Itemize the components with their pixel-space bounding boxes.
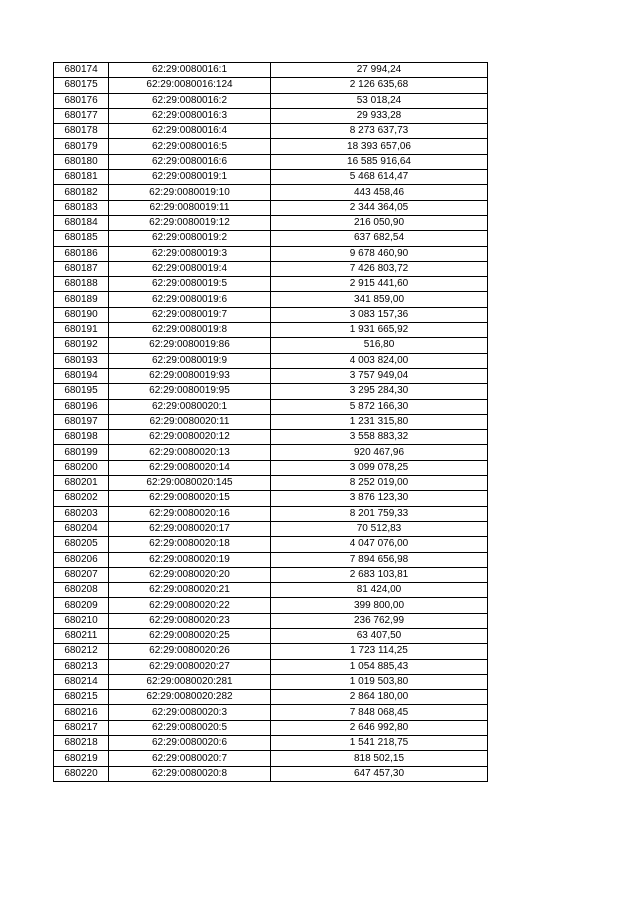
cadastral-number-cell: 62:29:0080016:5 [109,139,271,154]
cadastral-number-cell: 62:29:0080020:17 [109,521,271,536]
table-row [54,185,488,200]
row-number-cell: 680184 [54,215,109,230]
row-number-cell: 680181 [54,170,109,185]
table-row [54,277,488,292]
cadastral-value-cell: 2 683 103,81 [271,567,488,582]
cadastral-value-cell: 818 502,15 [271,751,488,766]
cadastral-value-cell: 53 018,24 [271,93,488,108]
cadastral-number-cell: 62:29:0080019:12 [109,215,271,230]
cadastral-number-cell: 62:29:0080019:7 [109,307,271,322]
row-number-cell: 680195 [54,384,109,399]
row-number-cell: 680198 [54,430,109,445]
cadastral-value-cell: 1 541 218,75 [271,736,488,751]
row-number-cell: 680210 [54,613,109,628]
row-number-cell: 680218 [54,736,109,751]
row-number-cell: 680205 [54,537,109,552]
table-row [54,567,488,582]
cadastral-value-cell: 7 894 656,98 [271,552,488,567]
cadastral-number-cell: 62:29:0080020:23 [109,613,271,628]
cadastral-number-cell: 62:29:0080020:15 [109,491,271,506]
cadastral-value-cell: 1 054 885,43 [271,659,488,674]
table-row [54,705,488,720]
cadastral-value-cell: 443 458,46 [271,185,488,200]
cadastral-number-cell: 62:29:0080016:2 [109,93,271,108]
cadastral-number-cell: 62:29:0080016:4 [109,124,271,139]
table-row [54,323,488,338]
cadastral-number-cell: 62:29:0080020:6 [109,736,271,751]
cadastral-value-cell: 29 933,28 [271,108,488,123]
row-number-cell: 680179 [54,139,109,154]
cadastral-number-cell: 62:29:0080019:5 [109,277,271,292]
cadastral-value-cell: 341 859,00 [271,292,488,307]
table-row [54,644,488,659]
table-row [54,659,488,674]
cadastral-value-cell: 516,80 [271,338,488,353]
cadastral-number-cell: 62:29:0080020:282 [109,690,271,705]
row-number-cell: 680182 [54,185,109,200]
cadastral-value-cell: 8 201 759,33 [271,506,488,521]
table-row [54,506,488,521]
cadastral-value-cell: 5 468 614,47 [271,170,488,185]
row-number-cell: 680206 [54,552,109,567]
cadastral-value-cell: 3 099 078,25 [271,460,488,475]
cadastral-number-cell: 62:29:0080020:11 [109,414,271,429]
table-row [54,261,488,276]
table-row [54,215,488,230]
row-number-cell: 680208 [54,583,109,598]
cadastral-number-cell: 62:29:0080019:10 [109,185,271,200]
row-number-cell: 680211 [54,628,109,643]
table-row [54,491,488,506]
table-row [54,414,488,429]
row-number-cell: 680188 [54,277,109,292]
cadastral-value-cell: 3 083 157,36 [271,307,488,322]
row-number-cell: 680207 [54,567,109,582]
cadastral-number-cell: 62:29:0080019:1 [109,170,271,185]
cadastral-value-cell: 27 994,24 [271,63,488,78]
cadastral-number-cell: 62:29:0080019:95 [109,384,271,399]
cadastral-value-cell: 3 757 949,04 [271,368,488,383]
row-number-cell: 680186 [54,246,109,261]
row-number-cell: 680191 [54,323,109,338]
table-row [54,170,488,185]
table-row [54,751,488,766]
row-number-cell: 680194 [54,368,109,383]
cadastral-number-cell: 62:29:0080019:6 [109,292,271,307]
cadastral-value-cell: 16 585 916,64 [271,154,488,169]
row-number-cell: 680197 [54,414,109,429]
row-number-cell: 680177 [54,108,109,123]
table-row [54,766,488,781]
row-number-cell: 680217 [54,720,109,735]
cadastral-value-cell: 3 558 883,32 [271,430,488,445]
cadastral-value-cell: 2 864 180,00 [271,690,488,705]
row-number-cell: 680180 [54,154,109,169]
table-row [54,78,488,93]
cadastral-number-cell: 62:29:0080020:21 [109,583,271,598]
cadastral-value-cell: 7 426 803,72 [271,261,488,276]
cadastral-value-cell: 7 848 068,45 [271,705,488,720]
table-row [54,521,488,536]
table-row [54,537,488,552]
cadastral-value-cell: 8 273 637,73 [271,124,488,139]
cadastral-number-cell: 62:29:0080020:26 [109,644,271,659]
row-number-cell: 680183 [54,200,109,215]
row-number-cell: 680212 [54,644,109,659]
row-number-cell: 680178 [54,124,109,139]
table-row [54,552,488,567]
table-row [54,108,488,123]
table-row [54,720,488,735]
table-row [54,628,488,643]
table-row [54,231,488,246]
row-number-cell: 680176 [54,93,109,108]
table-row [54,139,488,154]
cadastral-value-cell: 8 252 019,00 [271,476,488,491]
cadastral-number-cell: 62:29:0080016:1 [109,63,271,78]
row-number-cell: 680187 [54,261,109,276]
table-row [54,368,488,383]
table-row [54,598,488,613]
cadastral-value-cell: 5 872 166,30 [271,399,488,414]
row-number-cell: 680219 [54,751,109,766]
row-number-cell: 680174 [54,63,109,78]
table-row [54,476,488,491]
row-number-cell: 680204 [54,521,109,536]
table-row [54,399,488,414]
cadastral-number-cell: 62:29:0080016:6 [109,154,271,169]
row-number-cell: 680175 [54,78,109,93]
row-number-cell: 680190 [54,307,109,322]
cadastral-value-cell: 1 723 114,25 [271,644,488,659]
cadastral-value-cell: 3 876 123,30 [271,491,488,506]
table-row [54,353,488,368]
table-row [54,124,488,139]
table-body [54,63,488,782]
row-number-cell: 680203 [54,506,109,521]
cadastral-number-cell: 62:29:0080020:18 [109,537,271,552]
cadastral-number-cell: 62:29:0080019:11 [109,200,271,215]
cadastral-value-cell: 1 931 665,92 [271,323,488,338]
table-row [54,736,488,751]
row-number-cell: 680199 [54,445,109,460]
row-number-cell: 680200 [54,460,109,475]
row-number-cell: 680193 [54,353,109,368]
table-row [54,246,488,261]
row-number-cell: 680201 [54,476,109,491]
table-row [54,307,488,322]
row-number-cell: 680215 [54,690,109,705]
cadastral-number-cell: 62:29:0080020:5 [109,720,271,735]
table-row [54,338,488,353]
table-row [54,384,488,399]
cadastral-value-cell: 2 646 992,80 [271,720,488,735]
cadastral-number-cell: 62:29:0080020:16 [109,506,271,521]
table-row [54,63,488,78]
cadastral-number-cell: 62:29:0080020:7 [109,751,271,766]
table-row [54,583,488,598]
cadastral-value-cell: 2 126 635,68 [271,78,488,93]
cadastral-number-cell: 62:29:0080020:27 [109,659,271,674]
cadastral-number-cell: 62:29:0080019:86 [109,338,271,353]
cadastral-number-cell: 62:29:0080020:281 [109,674,271,689]
cadastral-value-cell: 236 762,99 [271,613,488,628]
cadastral-number-cell: 62:29:0080020:1 [109,399,271,414]
cadastral-value-cell: 81 424,00 [271,583,488,598]
cadastral-value-cell: 637 682,54 [271,231,488,246]
cadastral-value-cell: 18 393 657,06 [271,139,488,154]
cadastral-number-cell: 62:29:0080016:3 [109,108,271,123]
cadastral-number-cell: 62:29:0080019:2 [109,231,271,246]
cadastral-number-cell: 62:29:0080019:3 [109,246,271,261]
row-number-cell: 680220 [54,766,109,781]
row-number-cell: 680213 [54,659,109,674]
table-row [54,674,488,689]
cadastral-number-cell: 62:29:0080020:12 [109,430,271,445]
row-number-cell: 680216 [54,705,109,720]
cadastral-number-cell: 62:29:0080020:145 [109,476,271,491]
cadastral-value-cell: 9 678 460,90 [271,246,488,261]
cadastral-value-cell: 399 800,00 [271,598,488,613]
cadastral-number-cell: 62:29:0080019:9 [109,353,271,368]
table-row [54,292,488,307]
cadastral-value-cell: 2 344 364,05 [271,200,488,215]
cadastral-value-cell: 2 915 441,60 [271,277,488,292]
table-row [54,154,488,169]
row-number-cell: 680192 [54,338,109,353]
cadastral-number-cell: 62:29:0080019:93 [109,368,271,383]
cadastral-value-table [53,62,488,782]
cadastral-value-cell: 4 047 076,00 [271,537,488,552]
cadastral-number-cell: 62:29:0080020:13 [109,445,271,460]
row-number-cell: 680214 [54,674,109,689]
row-number-cell: 680202 [54,491,109,506]
table-row [54,200,488,215]
cadastral-value-cell: 63 407,50 [271,628,488,643]
cadastral-number-cell: 62:29:0080020:8 [109,766,271,781]
cadastral-number-cell: 62:29:0080016:124 [109,78,271,93]
cadastral-number-cell: 62:29:0080020:14 [109,460,271,475]
table-row [54,93,488,108]
cadastral-value-cell: 216 050,90 [271,215,488,230]
cadastral-number-cell: 62:29:0080019:8 [109,323,271,338]
cadastral-value-cell: 1 019 503,80 [271,674,488,689]
table-row [54,445,488,460]
cadastral-value-cell: 1 231 315,80 [271,414,488,429]
cadastral-number-cell: 62:29:0080020:19 [109,552,271,567]
cadastral-number-cell: 62:29:0080020:25 [109,628,271,643]
row-number-cell: 680209 [54,598,109,613]
table-row [54,690,488,705]
cadastral-number-cell: 62:29:0080020:22 [109,598,271,613]
row-number-cell: 680196 [54,399,109,414]
row-number-cell: 680185 [54,231,109,246]
cadastral-value-cell: 3 295 284,30 [271,384,488,399]
table-row [54,613,488,628]
cadastral-number-cell: 62:29:0080020:3 [109,705,271,720]
cadastral-number-cell: 62:29:0080020:20 [109,567,271,582]
cadastral-value-cell: 70 512,83 [271,521,488,536]
cadastral-number-cell: 62:29:0080019:4 [109,261,271,276]
cadastral-value-cell: 4 003 824,00 [271,353,488,368]
cadastral-value-cell: 647 457,30 [271,766,488,781]
table-row [54,460,488,475]
row-number-cell: 680189 [54,292,109,307]
table-row [54,430,488,445]
cadastral-value-cell: 920 467,96 [271,445,488,460]
